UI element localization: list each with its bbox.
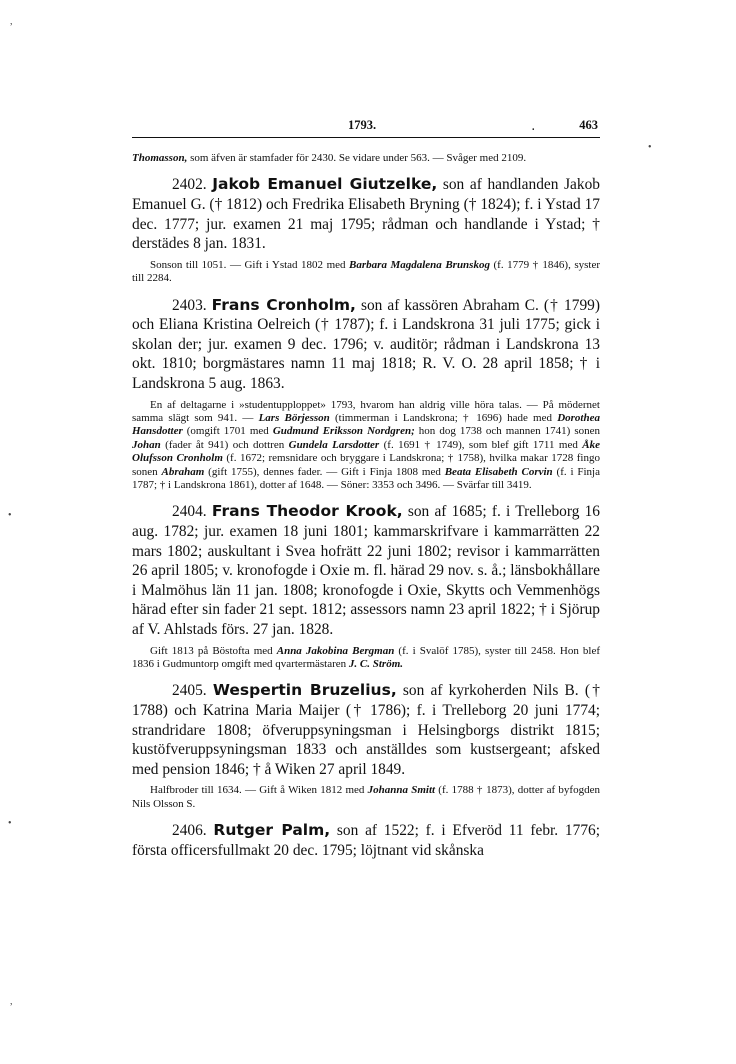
entry-2405	[132, 681, 600, 779]
margin-dot-3: •	[8, 510, 12, 521]
running-header	[132, 118, 600, 138]
entry-text: son af handlanden Jakob Emanuel G. († 1812) och Fredrika Elisabeth Bryning († 1824); f. i Ystad 17 dec. 1777; jur. examen 21 maj 1795; rådman och handlande i Ystad; † derstädes 8 jan. 1831.	[132, 176, 600, 253]
margin-dot-2: •	[648, 142, 652, 153]
note-text: hon dog 1738 och mannen 1741) sonen	[414, 425, 601, 438]
entry-text: son af kassören Abraham C. († 1799) och Eliana Kristina Oelreich († 1787); f. i Landskrona 31 juli 1775; gick i skolan der; jur. examen 9 dec. 1796; v. auditör; rådman i Landskrona 13 okt. 1810; borgmästares namn 11 maj 1818; R. V. O. 28 april 1858; † i Landskrona 5 aug. 1863.	[132, 296, 600, 392]
note-text: (f. i Svalöf 1785), syster till 2458. Hon blef 1836 i Gudmuntorp omgift med qvartermästaren	[132, 644, 601, 670]
entry-name: Frans Theodor Krook,	[211, 502, 403, 521]
note-text: (timmerman i Landskrona; † 1696) hade med	[329, 411, 558, 424]
entry-name: Wespertin Bruzelius,	[212, 681, 397, 700]
entry-number: 2402.	[172, 176, 207, 194]
entry-2403	[132, 296, 600, 394]
entry-note-2404	[132, 645, 600, 672]
entry-name: Jakob Emanuel Giutzelke,	[212, 175, 438, 194]
header-year: 1793.	[348, 118, 377, 132]
page	[132, 118, 600, 860]
note-text: (omgift 1701 med	[182, 425, 273, 438]
note-person: Johan	[132, 438, 161, 451]
entry-number: 2403.	[172, 296, 207, 314]
note-text: (fader åt 941) och dottren	[160, 438, 289, 451]
intro-note-name: Thomasson,	[132, 152, 188, 164]
note-text: Sonson till 1051. — Gift i Ystad 1802 med	[150, 258, 350, 271]
note-person: Barbara Magdalena Brunskog	[349, 258, 490, 271]
margin-dot-1: ,	[10, 16, 13, 27]
entry-note-2405	[132, 784, 600, 811]
entry-name: Rutger Palm,	[213, 821, 331, 840]
note-person: Dorothea Hansdotter	[132, 411, 600, 438]
note-text: (f. 1779 † 1846), syster till 2284.	[132, 258, 601, 285]
entry-2402	[132, 175, 600, 253]
note-person: Beata Elisabeth Corvin	[444, 465, 553, 478]
intro-note	[132, 152, 600, 165]
note-text: (f. i Finja 1787; † i Landskrona 1861), dotter af 1648. — Söner: 3353 och 3496. — Svärfar till 3419.	[132, 465, 600, 491]
header-dot: .	[532, 122, 535, 133]
entry-number: 2405.	[172, 682, 207, 700]
page-number: 463	[579, 118, 598, 132]
intro-note-text: som äfven är stamfader för 2430. Se vidare under 563. — Svåger med 2109.	[187, 152, 527, 164]
entry-2404	[132, 502, 600, 639]
note-person: J. C. Ström.	[348, 657, 404, 670]
entry-note-2403	[132, 399, 600, 493]
note-person: Johanna Smitt	[367, 784, 436, 797]
entry-note-2402	[132, 259, 600, 286]
margin-dot-5: ,	[10, 996, 13, 1007]
note-text: Gift 1813 på Böstofta med	[150, 644, 277, 657]
note-person: Lars Börjesson	[258, 411, 330, 424]
note-text: (gift 1755), dennes fader. — Gift i Finja 1808 med	[204, 465, 445, 478]
note-person: Anna Jakobina Bergman	[276, 644, 395, 657]
entry-number: 2404.	[172, 503, 207, 521]
note-person: Gudmund Eriksson Nordgren;	[272, 425, 415, 438]
note-person: Gundela Larsdotter	[288, 438, 380, 451]
note-text: (f. 1691 † 1749), som blef gift 1711 med	[379, 438, 583, 451]
note-text: En af deltagarne i »studentupploppet» 1793, hvarom han aldrig ville höra talas. — På mödernet samma slägt som 941. —	[132, 398, 600, 424]
entry-name: Frans Cronholm,	[211, 295, 356, 314]
note-person: Abraham	[161, 465, 205, 478]
entry-2406	[132, 821, 600, 860]
note-text: Halfbroder till 1634. — Gift å Wiken 1812 med	[150, 784, 368, 797]
note-text: (f. 1788 † 1873), dotter af byfogden Nils Olsson S.	[132, 784, 600, 810]
entry-text: son af 1522; f. i Efveröd 11 febr. 1776; första officersfullmakt 20 dec. 1795; löjtnant vid skånska	[132, 822, 600, 859]
margin-dot-4: •	[8, 818, 12, 829]
entry-number: 2406.	[172, 822, 207, 840]
entry-text: son af 1685; f. i Trelleborg 16 aug. 1782; jur. examen 18 juni 1801; kammarskrifvare i kammarrätten 22 mars 1802; auskultant i Svea hofrätt 22 juni 1802; revisor i kammarrätten 26 april 1805; v. kronofogde i Oxie m. fl. härad 29 nov. s. å.; länsbokhållare i Malmöhus län 11 jan. 1808; kronofogde i Oxie, Skytts och Vemmenhögs härad efter sin fader 21 sept. 1812; assessors namn 23 april 1822; † i Sjörup af V. Ahlstads förs. 27 jan. 1828.	[132, 503, 600, 638]
note-text: (f. 1672; remsnidare och bryggare i Landskrona; † 1758), hvilka makar 1728 fingo sonen	[132, 452, 600, 478]
entry-text: son af kyrkoherden Nils B. († 1788) och Katrina Maria Maijer († 1786); f. i Trelleborg 20 juni 1774; strandridare 1808; öfveruppsyningsman i Helsingborgs distrikt 1815; kustöfveruppsyningsman 1833 och anställdes som kustsergeant; afsked med pension 1846; † å Wiken 27 april 1849.	[132, 682, 601, 778]
note-person: Åke Olufsson Cronholm	[132, 438, 600, 465]
